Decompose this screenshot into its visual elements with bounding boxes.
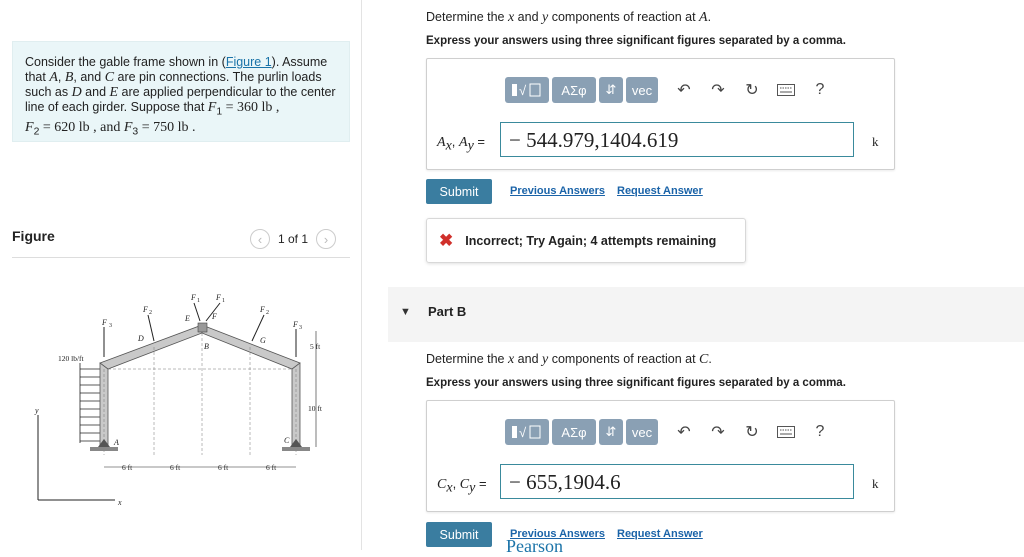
force-f3-left: F xyxy=(102,318,107,327)
prev-figure-button[interactable]: ‹ xyxy=(250,229,270,249)
var-d: D xyxy=(71,85,82,100)
subscript: 2 xyxy=(33,126,40,137)
feedback-message xyxy=(426,218,746,263)
subscript: 1 xyxy=(197,298,200,304)
label-e: E xyxy=(185,314,190,323)
f2-value: = 620 lb , and xyxy=(39,119,124,135)
reset-icon[interactable]: ↻ xyxy=(745,82,759,99)
unit-label: k xyxy=(872,134,879,149)
part-b-answer-box xyxy=(426,400,895,512)
templates-button[interactable] xyxy=(505,419,549,445)
problem-text: , xyxy=(57,70,65,84)
var-f3: F xyxy=(123,119,133,135)
subscript: 2 xyxy=(149,310,152,316)
reset-icon[interactable]: ↻ xyxy=(745,424,759,441)
force-f2-right: F xyxy=(260,305,265,314)
feedback-text: Incorrect; Try Again; 4 attempts remaining xyxy=(465,233,717,248)
label-b: B xyxy=(204,342,209,351)
ground-a xyxy=(90,447,118,451)
axis-y-label: y xyxy=(35,406,39,415)
axis-x-label: x xyxy=(118,498,122,507)
answer-label xyxy=(437,134,485,155)
part-b-question xyxy=(426,352,712,368)
svg-text:√: √ xyxy=(519,83,527,98)
subscript: 3 xyxy=(299,325,302,331)
force-f3-right: F xyxy=(293,320,298,329)
var-point: A xyxy=(699,10,708,25)
subscript: 1 xyxy=(216,106,223,118)
unit-label: k xyxy=(872,476,879,491)
equals: = xyxy=(475,476,487,491)
help-icon[interactable]: ? xyxy=(815,81,825,98)
load-arrows xyxy=(80,369,100,441)
templates-button[interactable] xyxy=(505,77,549,103)
part-b-header[interactable] xyxy=(388,287,1024,342)
dim-6ft-3: 6 ft xyxy=(218,463,229,472)
pearson-logo: Pearson xyxy=(506,536,563,556)
question-text: . xyxy=(708,352,712,366)
separator: , xyxy=(451,134,460,149)
force-f2-left: F xyxy=(143,305,148,314)
var-c: C xyxy=(437,477,447,492)
var-y: y xyxy=(542,10,549,25)
var-b: B xyxy=(64,70,74,85)
ground-c xyxy=(282,447,310,451)
arrows-button[interactable]: ⇵ xyxy=(599,77,623,103)
subscript: 2 xyxy=(266,310,269,316)
label-g: G xyxy=(260,336,266,345)
problem-text: are pin connections. The purlin loads such as xyxy=(25,70,322,99)
label-a: A xyxy=(114,438,119,447)
var-point: C xyxy=(699,352,709,367)
question-text: and xyxy=(514,10,543,24)
answer-input[interactable]: − 655,1904.6 xyxy=(500,464,854,499)
label-d: D xyxy=(138,334,144,343)
dim-6ft-1: 6 ft xyxy=(122,463,133,472)
label-c: C xyxy=(284,436,290,445)
redo-icon[interactable]: ↷ xyxy=(711,424,725,441)
pin-b xyxy=(198,323,207,332)
separator: , xyxy=(452,476,460,491)
problem-text: are applied perpendicular to the center line of each girder. Suppose that xyxy=(25,85,336,114)
question-text: . xyxy=(707,10,712,24)
problem-text: and xyxy=(81,85,110,99)
subscript: 3 xyxy=(132,126,139,137)
gable-frame-figure xyxy=(30,285,350,525)
submit-button[interactable]: Submit xyxy=(426,522,492,547)
var-x: x xyxy=(507,352,515,367)
subscript: x xyxy=(446,480,453,496)
greek-button[interactable]: ΑΣφ xyxy=(552,77,596,103)
figure-link[interactable]: Figure 1 xyxy=(225,55,272,69)
label-f: F xyxy=(212,312,217,321)
var-a: A xyxy=(437,135,446,150)
part-b-instruction: Express your answers using three significant figures separated by a comma. xyxy=(426,377,846,389)
previous-answers-link[interactable]: Previous Answers xyxy=(510,528,605,540)
help-icon[interactable]: ? xyxy=(815,423,825,440)
part-a-instruction: Express your answers using three significant figures separated by a comma. xyxy=(426,35,846,47)
var-a: A xyxy=(49,70,58,85)
figure-title: Figure xyxy=(12,228,55,244)
vec-button[interactable]: vec xyxy=(626,77,658,103)
figure-page-count: 1 of 1 xyxy=(278,232,309,246)
subscript: y xyxy=(469,480,476,496)
problem-text: ). Assume that xyxy=(25,55,328,84)
undo-icon[interactable]: ↶ xyxy=(677,424,691,441)
subscript: 3 xyxy=(109,323,112,329)
force-f1-right: F xyxy=(216,293,221,302)
submit-button[interactable]: Submit xyxy=(426,179,492,204)
var-x: x xyxy=(507,10,515,25)
left-girder xyxy=(100,325,202,369)
subscript: y xyxy=(467,138,474,154)
next-figure-button[interactable]: › xyxy=(316,229,336,249)
f1-value: = 360 lb , xyxy=(222,100,280,115)
var-e: E xyxy=(109,85,119,100)
question-text: components of reaction at xyxy=(548,352,700,366)
svg-text:√: √ xyxy=(519,425,527,440)
greek-button[interactable]: ΑΣφ xyxy=(552,419,596,445)
dim-6ft-2: 6 ft xyxy=(170,463,181,472)
arrows-button[interactable]: ⇵ xyxy=(599,419,623,445)
math-toolbar xyxy=(505,77,831,103)
force-f1-left: F xyxy=(191,293,196,302)
question-text: and xyxy=(514,352,543,366)
f3-value: = 750 lb . xyxy=(138,119,196,135)
answer-label xyxy=(437,476,487,497)
templates-icon xyxy=(510,423,544,441)
math-toolbar xyxy=(505,419,831,445)
question-text: components of reaction at xyxy=(548,10,700,24)
part-a-answer-box xyxy=(426,58,895,170)
problem-text: Consider the gable frame shown in ( xyxy=(25,55,226,69)
var-c: C xyxy=(104,70,115,85)
dim-10ft: 10 ft xyxy=(308,404,322,413)
dim-6ft-4: 6 ft xyxy=(266,463,277,472)
problem-panel xyxy=(0,0,362,550)
dim-5ft: 5 ft xyxy=(310,342,321,351)
request-answer-link[interactable]: Request Answer xyxy=(617,185,703,197)
right-girder xyxy=(202,325,300,369)
redo-icon[interactable]: ↷ xyxy=(711,82,725,99)
templates-icon xyxy=(510,81,544,99)
collapse-arrow-icon[interactable]: ▼ xyxy=(400,306,411,318)
load-label: 120 lb/ft xyxy=(58,354,84,363)
subscript: x xyxy=(445,138,452,154)
figure-pager xyxy=(250,229,336,249)
divider xyxy=(12,257,350,258)
previous-answers-link[interactable]: Previous Answers xyxy=(510,185,605,197)
answer-panel xyxy=(388,0,1024,556)
question-text: Determine the xyxy=(426,352,508,366)
var-a: A xyxy=(459,135,468,150)
var-f1: F xyxy=(207,100,217,115)
question-text: Determine the xyxy=(426,10,508,24)
vec-button[interactable]: vec xyxy=(626,419,658,445)
var-f2: F xyxy=(25,119,34,135)
error-icon: ✖ xyxy=(439,230,454,250)
part-b-title: Part B xyxy=(428,304,467,319)
var-y: y xyxy=(542,352,549,367)
var-c: C xyxy=(459,477,470,492)
problem-statement xyxy=(12,41,350,142)
keyboard-icon[interactable] xyxy=(775,421,797,443)
equals: = xyxy=(473,134,486,149)
problem-text: , and xyxy=(73,70,105,84)
request-answer-link[interactable]: Request Answer xyxy=(617,528,703,540)
keyboard-icon[interactable] xyxy=(775,79,797,101)
subscript: 1 xyxy=(222,298,225,304)
undo-icon[interactable]: ↶ xyxy=(677,82,691,99)
part-a-question xyxy=(426,10,711,26)
answer-input[interactable]: − 544.979,1404.619 xyxy=(500,122,854,157)
